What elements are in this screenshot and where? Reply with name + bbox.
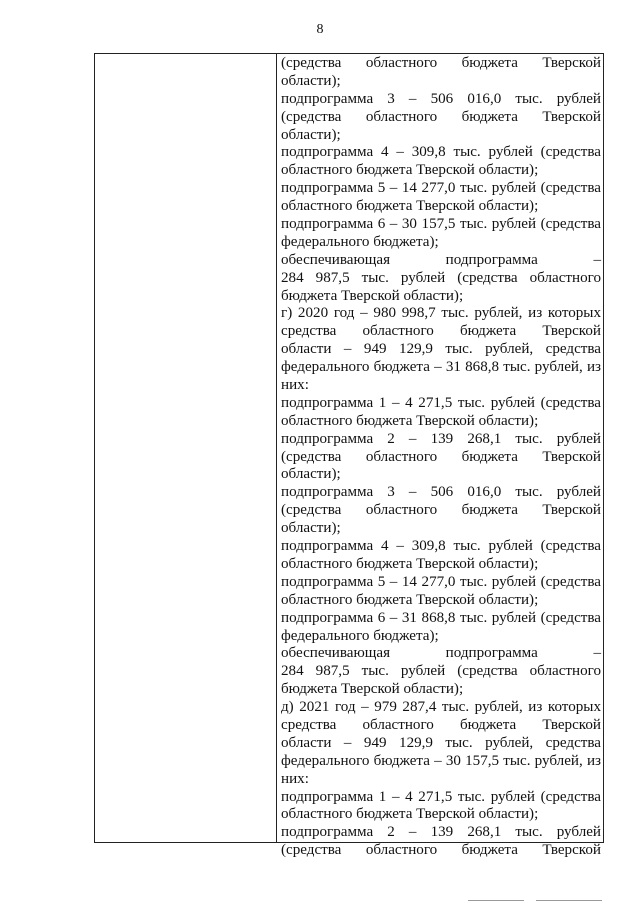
text-line: подпрограмма 4 – 309,8 тыс. рублей (средства <box>281 538 601 555</box>
text-line: (средства областного бюджета Тверской <box>281 842 601 859</box>
text-line: подпрограмма 5 – 14 277,0 тыс. рублей (средства <box>281 180 601 197</box>
text-line: 284 987,5 тыс. рублей (средства областного <box>281 663 601 680</box>
text-line: средства областного бюджета Тверской <box>281 323 601 340</box>
text-line: областного бюджета Тверской области); <box>281 412 539 429</box>
footer-rule-right <box>536 900 602 901</box>
page-number: 8 <box>316 22 324 37</box>
text-line: подпрограмма 3 – 506 016,0 тыс. рублей <box>281 484 601 501</box>
text-column <box>281 55 601 860</box>
text-line: подпрограмма 1 – 4 271,5 тыс. рублей (средства <box>281 788 601 805</box>
text-line: обеспечивающая подпрограмма – <box>281 251 601 268</box>
text-line: областного бюджета Тверской области); <box>281 555 539 572</box>
text-line: подпрограмма 3 – 506 016,0 тыс. рублей <box>281 90 601 107</box>
text-line: подпрограмма 5 – 14 277,0 тыс. рублей (средства <box>281 573 601 590</box>
text-line: федерального бюджета – 30 157,5 тыс. рублей, из <box>281 752 601 769</box>
text-line: областного бюджета Тверской области); <box>281 806 539 823</box>
text-line: области – 949 129,9 тыс. рублей, средства <box>281 341 601 358</box>
footer-rule-left <box>468 900 524 901</box>
text-line: них: <box>281 770 309 787</box>
text-line: области); <box>281 466 341 483</box>
text-line: области); <box>281 72 341 89</box>
text-line: подпрограмма 2 – 139 268,1 тыс. рублей <box>281 824 601 841</box>
text-line: подпрограмма 2 – 139 268,1 тыс. рублей <box>281 430 601 447</box>
text-line: 284 987,5 тыс. рублей (средства областного <box>281 269 601 286</box>
text-line: федерального бюджета – 31 868,8 тыс. рублей, из <box>281 359 601 376</box>
text-line: подпрограмма 6 – 30 157,5 тыс. рублей (средства <box>281 216 601 233</box>
text-line: средства областного бюджета Тверской <box>281 716 601 733</box>
column-divider <box>276 54 277 842</box>
text-line: (средства областного бюджета Тверской <box>281 55 601 71</box>
text-line: областного бюджета Тверской области); <box>281 162 539 179</box>
text-line: бюджета Тверской области); <box>281 287 464 304</box>
text-line: обеспечивающая подпрограмма – <box>281 645 601 662</box>
text-line: (средства областного бюджета Тверской <box>281 108 601 125</box>
text-line: области); <box>281 520 341 537</box>
text-line: федерального бюджета); <box>281 627 439 644</box>
text-line: области – 949 129,9 тыс. рублей, средства <box>281 734 601 751</box>
text-line: подпрограмма 1 – 4 271,5 тыс. рублей (средства <box>281 394 601 411</box>
text-line: (средства областного бюджета Тверской <box>281 502 601 519</box>
text-line: федерального бюджета); <box>281 233 439 250</box>
text-line: подпрограмма 4 – 309,8 тыс. рублей (средства <box>281 144 601 161</box>
text-line: областного бюджета Тверской области); <box>281 591 539 608</box>
text-line: г) 2020 год – 980 998,7 тыс. рублей, из которых <box>281 305 601 322</box>
text-line: подпрограмма 6 – 31 868,8 тыс. рублей (средства <box>281 609 601 626</box>
document-table <box>94 53 604 859</box>
text-line: областного бюджета Тверской области); <box>281 198 539 215</box>
text-line: них: <box>281 377 309 394</box>
text-line: бюджета Тверской области); <box>281 681 464 698</box>
text-line: д) 2021 год – 979 287,4 тыс. рублей, из которых <box>281 699 601 716</box>
text-line: (средства областного бюджета Тверской <box>281 448 601 465</box>
text-line: области); <box>281 126 341 143</box>
